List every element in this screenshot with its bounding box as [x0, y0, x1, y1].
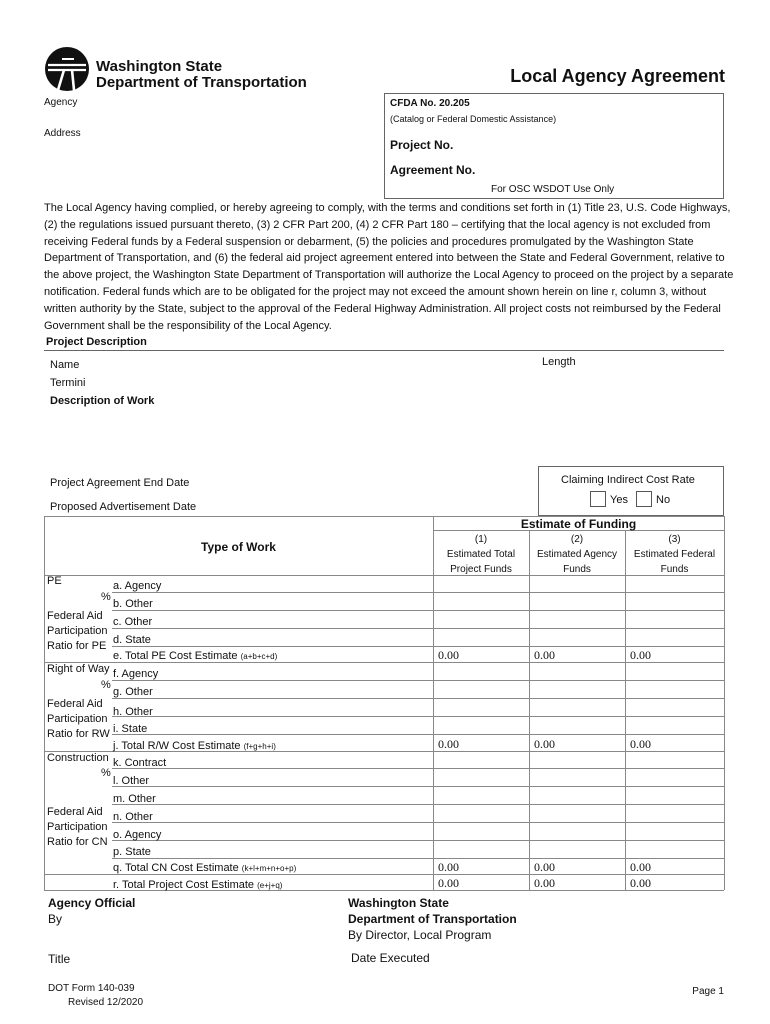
no-checkbox[interactable] [636, 491, 652, 507]
project-no-label[interactable]: Project No. [390, 138, 454, 152]
org-name-line1: Washington State [96, 58, 223, 75]
col3-header: (3) Estimated Federal Funds [633, 534, 716, 575]
pe-percent[interactable]: % [101, 591, 111, 603]
wsdot-logo-icon [44, 46, 90, 92]
by-label[interactable]: By [48, 912, 63, 926]
row-m[interactable]: m. Other [113, 793, 156, 805]
grand-total-col3: 0.00 [630, 876, 651, 890]
col1-header: (1) Estimated Total Project Funds [446, 534, 516, 575]
state-line1: Washington State [348, 896, 449, 910]
advertisement-date-label[interactable]: Proposed Advertisement Date [50, 501, 197, 513]
pe-label: PE [47, 575, 62, 587]
row-k[interactable]: k. Contract [113, 757, 167, 769]
cn-label: Construction [47, 752, 109, 764]
pe-participation: Federal Aid Participation Ratio for PE [47, 610, 108, 652]
row-e: e. Total PE Cost Estimate (a+b+c+d) [113, 650, 278, 662]
wsdot-logo [44, 46, 90, 92]
termini-label[interactable]: Termini [50, 377, 86, 389]
by-director-label[interactable]: By Director, Local Program [348, 928, 492, 942]
page-number: Page 1 [692, 986, 724, 997]
rw-participation: Federal Aid Participation Ratio for RW [47, 698, 110, 740]
state-line2: Department of Transportation [348, 912, 517, 926]
name-label[interactable]: Name [50, 359, 80, 371]
pe-total-col3: 0.00 [630, 648, 651, 662]
row-c[interactable]: c. Other [113, 616, 153, 628]
row-q: q. Total CN Cost Estimate (k+l+m+n+o+p) [113, 862, 297, 874]
page-title: Local Agency Agreement [510, 66, 725, 86]
pe-total-col1: 0.00 [438, 648, 459, 662]
type-of-work-heading: Type of Work [201, 540, 276, 554]
length-label[interactable]: Length [542, 356, 576, 368]
row-f[interactable]: f. Agency [113, 668, 159, 680]
agreement-no-label[interactable]: Agreement No. [390, 163, 476, 177]
cn-participation: Federal Aid Participation Ratio for CN [47, 806, 108, 848]
revised-date: Revised 12/2020 [68, 997, 144, 1008]
form-number: DOT Form 140-039 [48, 983, 135, 994]
description-of-work-label[interactable]: Description of Work [50, 395, 155, 407]
row-l[interactable]: l. Other [113, 775, 150, 787]
cn-total-col2: 0.00 [534, 860, 555, 874]
row-d[interactable]: d. State [113, 634, 151, 646]
no-label: No [656, 494, 671, 506]
end-date-label[interactable]: Project Agreement End Date [50, 477, 190, 489]
rw-label: Right of Way [47, 663, 110, 675]
row-b[interactable]: b. Other [113, 598, 153, 610]
yes-checkbox[interactable] [590, 491, 606, 507]
row-r: r. Total Project Cost Estimate (e+j+q) [113, 879, 283, 891]
rw-total-col2: 0.00 [534, 737, 555, 751]
row-a[interactable]: a. Agency [113, 580, 162, 592]
indirect-cost-label: Claiming Indirect Cost Rate [561, 474, 695, 486]
row-j: j. Total R/W Cost Estimate (f+g+h+i) [113, 740, 276, 752]
osc-note: For OSC WSDOT Use Only [491, 184, 615, 195]
yes-label: Yes [610, 494, 628, 506]
agency-label: Agency [44, 97, 78, 108]
rw-total-col3: 0.00 [630, 737, 651, 751]
cn-total-col1: 0.00 [438, 860, 459, 874]
project-description-heading: Project Description [46, 336, 147, 348]
agency-official-label: Agency Official [48, 896, 136, 910]
org-name-line2: Department of Transportation [96, 74, 307, 91]
project-description-box [44, 350, 724, 468]
col2-header: (2) Estimated Agency Funds [536, 534, 618, 575]
row-p[interactable]: p. State [113, 846, 151, 858]
date-executed-label[interactable]: Date Executed [351, 951, 430, 965]
cfda-note: (Catalog or Federal Domestic Assistance) [390, 114, 557, 124]
agreement-paragraph: The Local Agency having complied, or hereby agreeing to comply, with the terms and conditions set forth in (1) Title 23, U.S. Code Highways, (2) the regulations issued pursuant thereto, (3) 2 CFR Part 200, (4) 2 CFR Part 180 – certifying that the local agency is not excluded from receiving Federal funds by a Federal suspension or debarment, (5) the policies and procedures promulgated by the Washington State Department of Transportation, and (6) the federal aid project agreement entered into between the State and Federal Government, relative to the above project, the Washington State Department of Transportation will authorize the Local Agency to proceed on the project by a separate notification. Federal funds which are to be obligated for the project may not exceed the amount shown herein on line r, column 3, without written authority by the State, subject to the approval of the Federal Highway Administration. All project costs not reimbursed by the Federal Government shall be the responsibility of the Local Agency. [44, 202, 734, 332]
pe-total-col2: 0.00 [534, 648, 555, 662]
row-g[interactable]: g. Other [113, 686, 153, 698]
row-h[interactable]: h. Other [113, 706, 153, 718]
rw-total-col1: 0.00 [438, 737, 459, 751]
cn-percent[interactable]: % [101, 767, 111, 779]
title-label[interactable]: Title [48, 952, 71, 966]
cn-total-col3: 0.00 [630, 860, 651, 874]
estimate-heading: Estimate of Funding [520, 517, 637, 531]
grand-total-col1: 0.00 [438, 876, 459, 890]
address-label: Address [44, 128, 81, 139]
grand-total-col2: 0.00 [534, 876, 555, 890]
row-n[interactable]: n. Other [113, 811, 153, 823]
rw-percent[interactable]: % [101, 679, 111, 691]
row-o[interactable]: o. Agency [113, 829, 162, 841]
row-i[interactable]: i. State [113, 723, 148, 735]
cfda-number: CFDA No. 20.205 [390, 98, 470, 109]
